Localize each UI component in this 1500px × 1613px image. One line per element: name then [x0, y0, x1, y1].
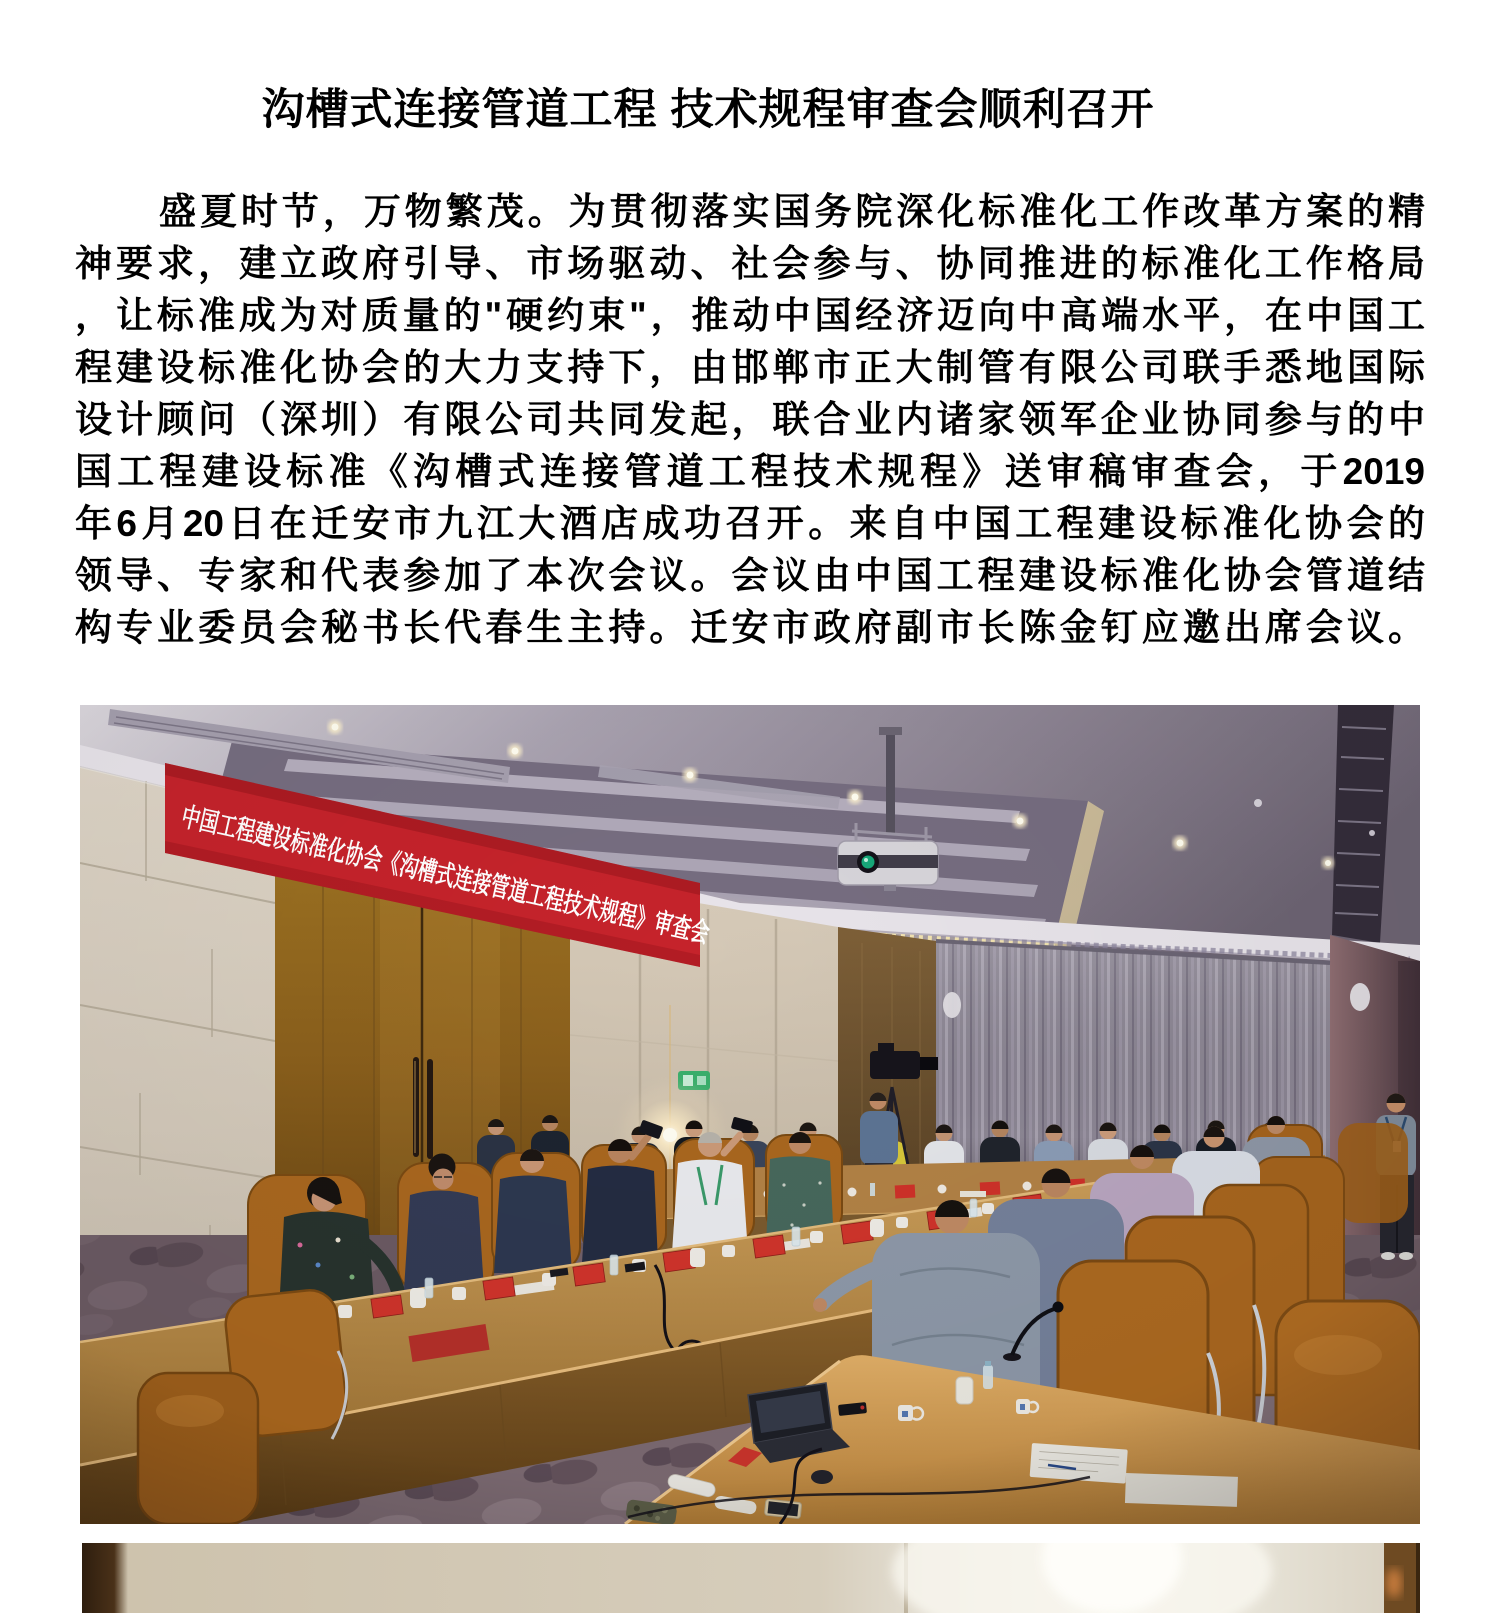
second-photo-top-strip — [82, 1543, 1420, 1613]
photo-vignette — [80, 705, 1420, 1524]
paragraph-line: 程建设标准化协会的大力支持下，由邯郸市正大制管有限公司联手悉地国际 — [75, 347, 1425, 388]
page-title: 沟槽式连接管道工程 技术规程审查会顺利召开 — [261, 86, 1155, 134]
paragraph-line: 设计顾问（深圳）有限公司共同发起，联合业内诸家领军企业协同参与的中 — [75, 399, 1425, 440]
paragraph-line: 神要求，建立政府引导、市场驱动、社会参与、协同推进的标准化工作格局 — [75, 243, 1425, 284]
article-paragraph — [75, 186, 1425, 654]
dark-edge — [82, 1543, 128, 1613]
paragraph-line: 构专业委员会秘书长代春生主持。迁安市政府副市长陈金钉应邀出席会议。 — [75, 607, 1425, 648]
paragraph-line: 年6月20日在迁安市九江大酒店成功召开。来自中国工程建设标准化协会的 — [75, 503, 1425, 544]
paragraph-line: 领导、专家和代表参加了本次会议。会议由中国工程建设标准化协会管道结 — [75, 555, 1425, 596]
paragraph-line: 国工程建设标准《沟槽式连接管道工程技术规程》送审稿审查会，于2019 — [75, 451, 1425, 492]
paragraph-line: ，让标准成为对质量的"硬约束"，推动中国经济迈向中高端水平，在中国工 — [75, 295, 1425, 336]
meeting-room-photo — [80, 705, 1420, 1524]
paragraph-line: 盛夏时节，万物繁茂。为贯彻落实国务院深化标准化工作改革方案的精 — [159, 191, 1425, 232]
